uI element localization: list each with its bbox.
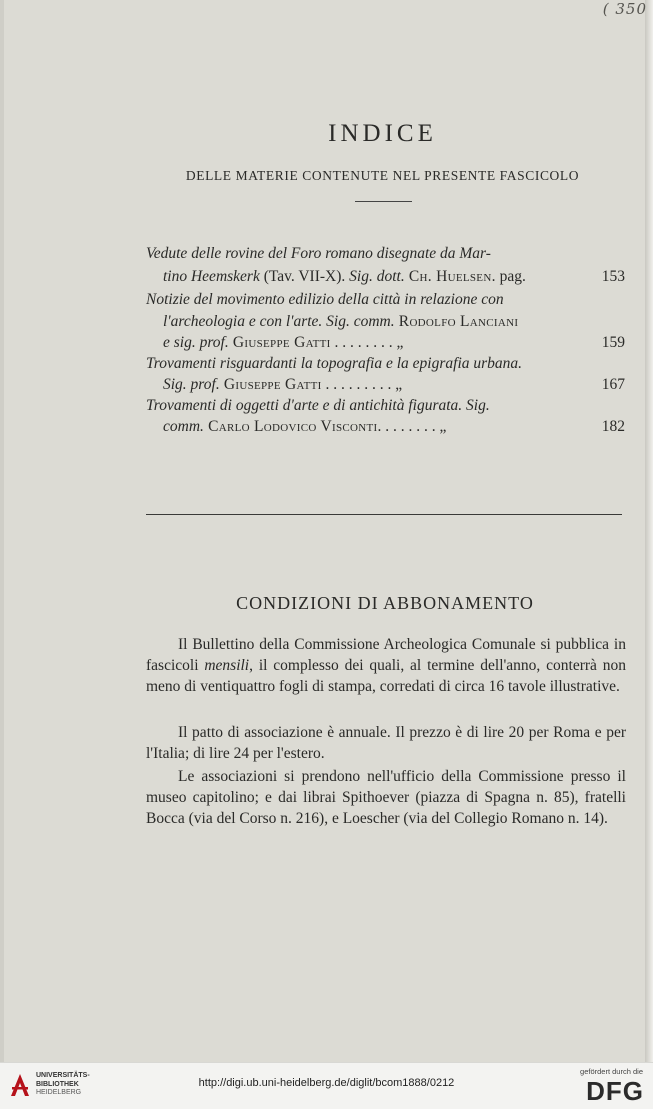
- toc-entry-2-page: 159: [601, 334, 625, 351]
- permalink-url[interactable]: http://digi.ub.uni-heidelberg.de/diglit/bcom1888/0212: [198, 1077, 455, 1089]
- toc-entry-3-page: 167: [601, 376, 625, 393]
- page-title: INDICE: [328, 120, 437, 147]
- library-name: UNIVERSITÄTS- BIBLIOTHEK HEIDELBERG: [36, 1072, 90, 1096]
- toc-entry-1-page: 153: [601, 268, 625, 285]
- title-divider: [355, 201, 412, 202]
- page-right-edge: [645, 0, 653, 1062]
- toc-entry-3-line-1: Trovamenti risguardanti la topografia e la epigrafia urbana.: [146, 355, 523, 372]
- toc-entry-2-line-3: e sig. prof. Giuseppe Gatti . . . . . . . . „: [163, 334, 404, 351]
- funding-label: gefördert durch die: [580, 1067, 643, 1076]
- conditions-paragraph-1: Il Bullettino della Commissione Archeologica Comunale si pubblica in fascicoli mensili, il complesso dei quali, al termine dell'anno, conterrà non meno di ventiquattro fogli di stampa, corredati di circa 16 tavole illustrative.: [146, 636, 626, 695]
- archive-pencil-mark: ( 350: [602, 0, 647, 18]
- page-left-edge: [0, 0, 4, 1062]
- toc-entry-4-line-1: Trovamenti di oggetti d'arte e di antichità figurata. Sig.: [146, 397, 490, 414]
- toc-entry-2-line-2: l'archeologia e con l'arte. Sig. comm. Rodolfo Lanciani: [163, 313, 519, 330]
- conditions-heading: CONDIZIONI DI ABBONAMENTO: [236, 593, 534, 613]
- conditions-paragraph-2: Il patto di associazione è annuale. Il prezzo è di lire 20 per Roma e per l'Italia; di lire 24 per l'estero.: [146, 724, 626, 762]
- viewer-footer: [0, 1062, 653, 1109]
- page-subtitle: DELLE MATERIE CONTENUTE NEL PRESENTE FASCICOLO: [185, 168, 580, 183]
- dfg-logo[interactable]: DFG: [586, 1076, 644, 1106]
- toc-entry-3-line-2: Sig. prof. Giuseppe Gatti . . . . . . . . . „: [163, 376, 403, 393]
- toc-entry-4-line-2: comm. Carlo Lodovico Visconti. . . . . . . . „: [163, 418, 447, 435]
- section-divider: [146, 514, 622, 515]
- conditions-paragraph-3: Le associazioni si prendono nell'ufficio della Commissione presso il museo capitolino; e dai librai Spithoever (piazza di Spagna n. 85), fratelli Bocca (via del Corso n. 216), e Loescher (via del Collegio Romano n. 14).: [146, 768, 626, 827]
- toc-entry-4-page: 182: [601, 418, 625, 435]
- toc-entry-1-line-2: tino Heemskerk (Tav. VII-X). Sig. dott. Ch. Huelsen. pag.: [163, 268, 526, 285]
- toc-entry-1-line-1: Vedute delle rovine del Foro romano disegnate da Mar-: [146, 245, 491, 262]
- toc-entry-2-line-1: Notizie del movimento edilizio della città in relazione con: [146, 291, 504, 308]
